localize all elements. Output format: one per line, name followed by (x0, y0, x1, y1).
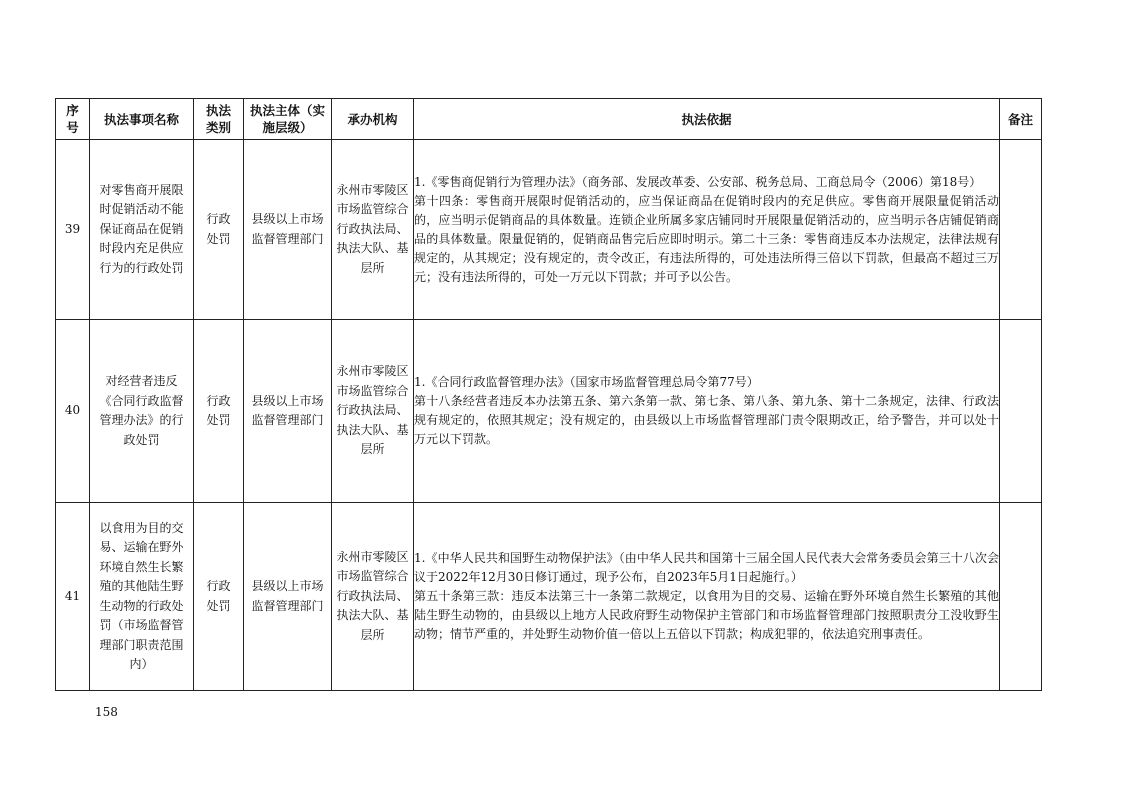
basis-article-text: 第五十条第三款：违反本法第三十一条第二款规定，以食用为目的交易、运输在野外环境自然生长繁殖的其他陆生野生动物的，由县级以上地方人民政府野生动物保护主管部门和市场监督管理部门按照职责分工没收野生动物；情节严重的，并处野生动物价值一倍以上五倍以下罚款；构成犯罪的，依法追究刑事责任。 (414, 589, 999, 641)
table-row (56, 503, 1042, 691)
header-category: 执法类别 (194, 99, 244, 140)
header-agency: 承办机构 (332, 99, 414, 140)
row-agency: 永州市零陵区市场监管综合行政执法局、执法大队、基层所 (332, 503, 414, 691)
row-basis (414, 140, 1000, 320)
header-name: 执法事项名称 (90, 99, 194, 140)
basis-law-title: 1.《合同行政监督管理办法》（国家市场监督管理总局令第77号） (414, 375, 759, 389)
basis-article-text: 第十八条经营者违反本办法第五条、第六条第一款、第七条、第八条、第九条、第十二条规定，法律、行政法规有规定的，依照其规定；没有规定的，由县级以上市场监督管理部门责令限期改正，给予警告，并可以处十万元以下罚款。 (414, 394, 999, 446)
row-agency: 永州市零陵区市场监管综合行政执法局、执法大队、基层所 (332, 320, 414, 503)
row-category: 行政处罚 (194, 320, 244, 503)
row-basis (414, 503, 1000, 691)
header-basis: 执法依据 (414, 99, 1000, 140)
table-header-row (56, 99, 1042, 140)
table-row (56, 140, 1042, 320)
row-subject: 县级以上市场监督管理部门 (244, 320, 332, 503)
table-row (56, 320, 1042, 503)
basis-article-text: 第十四条：零售商开展限时促销活动的，应当保证商品在促销时段内的充足供应。零售商开展限量促销活动的，应当明示促销商品的具体数量。连锁企业所属多家店铺同时开展限量促销活动的，应当明示各店铺促销商品的具体数量。限量促销的，促销商品售完后应即时明示。第二十三条：零售商违反本办法规定，法律法规有规定的，从其规定；没有规定的，责令改正，有违法所得的，可处违法所得三倍以下罚款，但最高不超过三万元；没有违法所得的，可处一万元以下罚款；并可予以公告。 (414, 193, 999, 284)
row-seq: 39 (56, 140, 90, 320)
page-number: 158 (95, 705, 118, 719)
row-subject: 县级以上市场监督管理部门 (244, 140, 332, 320)
row-seq: 41 (56, 503, 90, 691)
row-remark (1000, 503, 1042, 691)
row-category: 行政处罚 (194, 140, 244, 320)
row-seq: 40 (56, 320, 90, 503)
basis-law-title: 1.《零售商促销行为管理办法》（商务部、发展改革委、公安部、税务总局、工商总局令（2006）第18号） (414, 174, 982, 189)
header-seq: 序号 (56, 99, 90, 140)
row-basis (414, 320, 1000, 503)
enforcement-table (55, 98, 1042, 691)
row-subject: 县级以上市场监督管理部门 (244, 503, 332, 691)
basis-law-title: 1.《中华人民共和国野生动物保护法》（由中华人民共和国第十三届全国人民代表大会常务委员会第三十八次会议于2022年12月30日修订通过，现予公布，自2023年5月1日起施行。） (414, 551, 999, 584)
row-remark (1000, 320, 1042, 503)
row-name: 对零售商开展限时促销活动不能保证商品在促销时段内充足供应行为的行政处罚 (90, 140, 194, 320)
row-agency: 永州市零陵区市场监管综合行政执法局、执法大队、基层所 (332, 140, 414, 320)
row-remark (1000, 140, 1042, 320)
row-name: 以食用为目的交易、运输在野外环境自然生长繁殖的其他陆生野生动物的行政处罚（市场监督管理部门职责范围内） (90, 503, 194, 691)
row-name: 对经营者违反《合同行政监督管理办法》的行政处罚 (90, 320, 194, 503)
row-category: 行政处罚 (194, 503, 244, 691)
header-subject: 执法主体（实施层级） (244, 99, 332, 140)
header-remark: 备注 (1000, 99, 1042, 140)
